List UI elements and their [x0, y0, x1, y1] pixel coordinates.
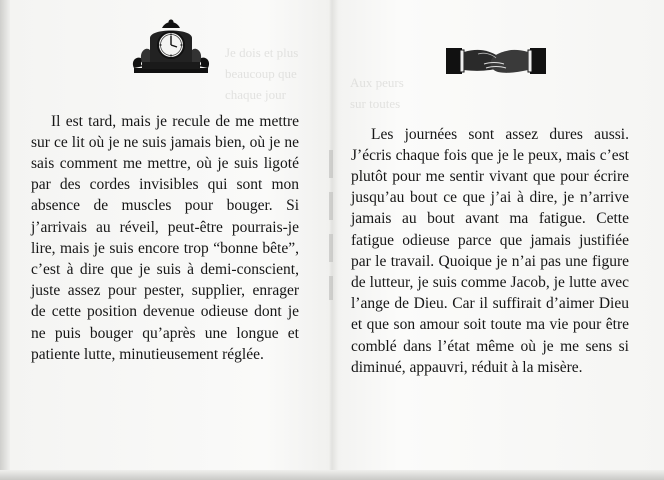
show-through-text: Aux peurs sur toutes [350, 75, 404, 111]
right-page-paragraph: Les journées sont assez dures aussi. J’écris chaque fois que je le peux, mais c’est plutôt pour me sentir vivant que pour écrire jusqu’au bout ce que j’ai à dire, je n’arrive jamais au bout avant ma fatigue. Cette fatigue odieuse parce que jamais justifiée par le travail. Quoique je n’ai pas une figure de lutteur, je suis comme Jacob, je lutte avec l’ange de Dieu. Car il suffirait d’aimer Dieu et que son amour soit toute ma vie pour être comblé dans l’état même où je me sens si diminué, appauvri, réduit à la misère. [351, 125, 629, 376]
clock-ornament-icon [128, 18, 214, 76]
left-page-paragraph: Il est tard, mais je recule de me mettre sur ce lit où je ne suis jamais bien, où je ne sais comment me mettre, où je suis ligoté par des cordes invisibles qui sont mon absence de muscles pour bouger. Si j’arrivais au réveil, peut-être pourrais-je lire, mais je suis encore trop “bonne bête”, c’est à dire que je suis à demi-conscient, juste assez pour pester, supplier, enrager de cette position devenue odieuse dont je ne puis bouger qu’après une longue et patiente lutte, minutieusement réglée. [31, 112, 299, 363]
right-page [332, 0, 664, 480]
show-through-text: Je dois et plus beaucoup que chaque jour [225, 45, 299, 102]
handshake-ornament-icon [444, 42, 548, 82]
